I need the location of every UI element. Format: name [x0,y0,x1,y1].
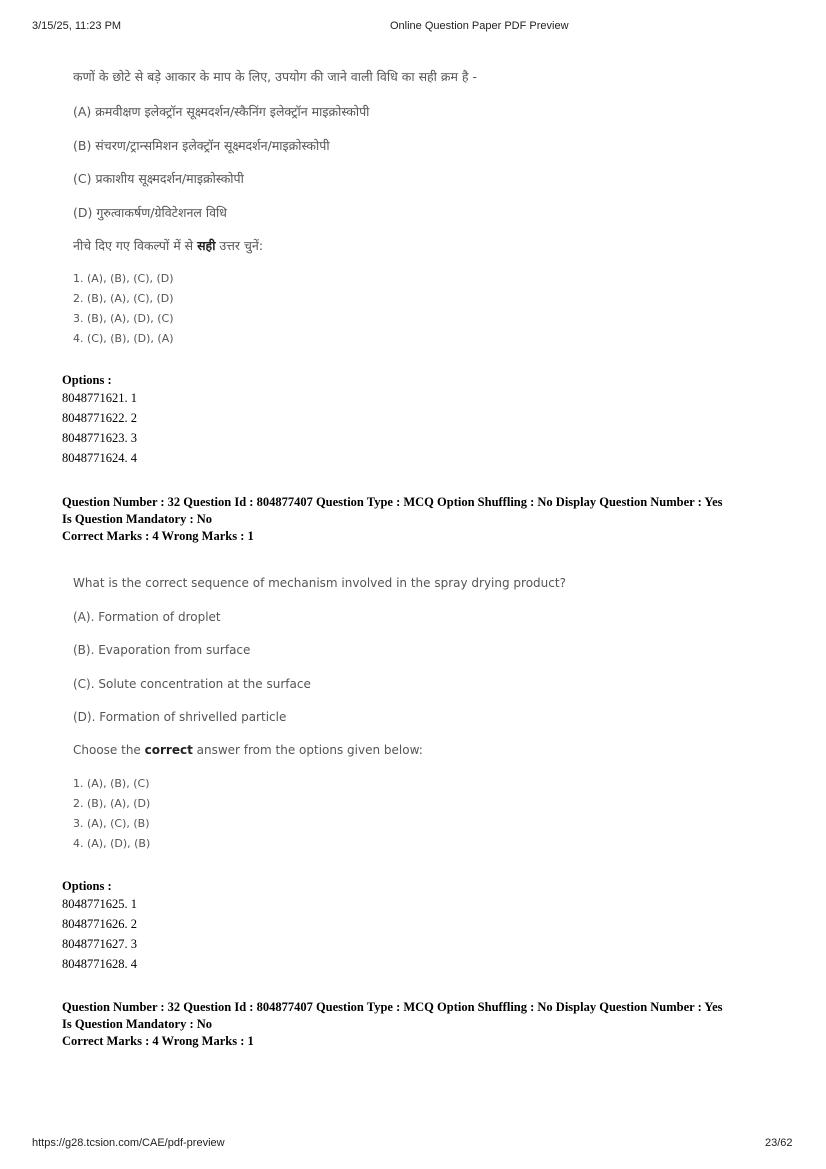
choice-4: 4. (A), (D), (B) [73,837,151,850]
choice-2: 2. (B), (A), (C), (D) [73,292,174,305]
option-item: 8048771621. 1 [62,391,137,405]
option-item: 8048771622. 2 [62,411,137,425]
choice-3: 3. (B), (A), (D), (C) [73,312,174,325]
question-meta-line2: Is Question Mandatory : No [62,1017,213,1031]
choice-1: 1. (A), (B), (C), (D) [73,272,174,285]
print-datetime: 3/15/25, 11:23 PM [32,20,122,32]
choice-3: 3. (A), (C), (B) [73,817,150,830]
question-meta-line2: Is Question Mandatory : No [62,512,213,526]
statement-b: (B). Evaporation from surface [73,643,251,657]
prompt-pre: नीचे दिए गए विकल्पों में से [73,238,198,253]
question-meta [62,494,772,545]
question-meta-line1: Question Number : 32 Question Id : 804877407 Question Type : MCQ Option Shuffling : No Display Question Number : Yes [62,1000,723,1014]
choice-1: 1. (A), (B), (C) [73,777,150,790]
option-item: 8048771625. 1 [62,897,137,911]
prompt-bold: correct [144,743,193,757]
prompt-post: answer from the options given below: [192,743,423,757]
option-item: 8048771626. 2 [62,917,137,931]
question-meta-line1: Question Number : 32 Question Id : 804877407 Question Type : MCQ Option Shuffling : No Display Question Number : Yes [62,495,723,509]
prompt-pre: Choose the [73,743,145,757]
statement-c: (C) प्रकाशीय सूक्ष्मदर्शन/माइक्रोस्कोपी [73,171,244,186]
option-item: 8048771628. 4 [62,957,137,971]
statement-b: (B) संचरण/ट्रान्समिशन इलेक्ट्रॉन सूक्ष्मदर्शन/माइक्रोस्कोपी [73,138,330,153]
question-stem: What is the correct sequence of mechanism involved in the spray drying product? [73,576,566,590]
statement-a: (A) क्रमवीक्षण इलेक्ट्रॉन सूक्ष्मदर्शन/स्कैनिंग इलेक्ट्रॉन माइक्रोस्कोपी [73,104,370,119]
options-label: Options : [62,373,112,387]
question-meta [62,999,772,1050]
page-number: 23/62 [765,1137,793,1149]
question-meta-line3: Correct Marks : 4 Wrong Marks : 1 [62,1034,254,1048]
option-item: 8048771627. 3 [62,937,137,951]
statement-a: (A). Formation of droplet [73,610,221,624]
options-label: Options : [62,879,112,893]
statement-c: (C). Solute concentration at the surface [73,677,311,691]
statement-d: (D) गुरुत्वाकर्षण/ग्रेविटेशनल विधि [73,205,227,220]
page-title: Online Question Paper PDF Preview [390,20,569,32]
answer-prompt [73,237,263,254]
question-meta-line3: Correct Marks : 4 Wrong Marks : 1 [62,529,254,543]
choice-2: 2. (B), (A), (D) [73,797,151,810]
option-item: 8048771624. 4 [62,451,137,465]
choice-4: 4. (C), (B), (D), (A) [73,332,174,345]
question-stem: कणों के छोटे से बड़े आकार के माप के लिए, उपयोग की जाने वाली विधि का सही क्रम है - [73,69,478,84]
statement-d: (D). Formation of shrivelled particle [73,710,287,724]
page-url: https://g28.tcsion.com/CAE/pdf-preview [32,1137,225,1149]
answer-prompt [73,743,423,757]
prompt-post: उत्तर चुनें: [215,238,264,253]
prompt-bold: सही [197,238,216,253]
option-item: 8048771623. 3 [62,431,137,445]
